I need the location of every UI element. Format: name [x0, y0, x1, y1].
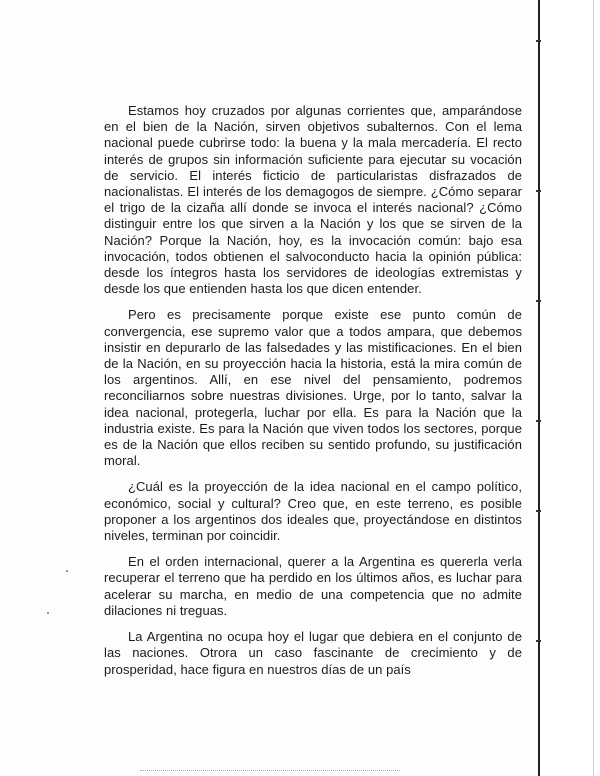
scan-speck	[47, 612, 49, 614]
page-spine-line	[593, 0, 594, 776]
paragraph-1: Estamos hoy cruzados por algunas corrientes que, amparándose en el bien de la Nación, sirven objetivos subalternos. Con el lema nacional puede cubrirse todo: la buena y la mala mercadería. El recto interés de grupos sin información suficiente para ejecutar su vocación de servicio. El interés ficticio de particularistas disfrazados de nacionalistas. El interés de los demagogos de siempre. ¿Cómo separar el trigo de la cizaña allí donde se invoca el interés nacional? ¿Cómo distinguir entre los que sirven a la Nación y los que se sirven de la Nación? Porque la Nación, hoy, es la invocación común: bajo esa invocación, todos obtienen el salvoconducto hacia la opinión pública: desde los íntegros hasta los servidores de ideologías extremistas y desde los que entienden hasta los que dicen entender.	[104, 103, 522, 297]
edge-mark	[536, 420, 541, 422]
paragraph-3: ¿Cuál es la proyección de la idea nacional en el campo político, económico, social y cultural? Creo que, en este terreno, es posible proponer a los argentinos dos ideales que, proyectándose en distintos niveles, terminan por coincidir.	[104, 479, 522, 544]
adjacent-page-edge	[538, 0, 600, 776]
edge-mark	[536, 300, 541, 302]
paragraph-4: En el orden internacional, querer a la Argentina es quererla verla recuperar el terreno que ha perdido en los últimos años, es luchar para acelerar su marcha, en medio de una competencia que no admite dilaciones ni treguas.	[104, 554, 522, 618]
edge-mark	[536, 40, 541, 42]
edge-mark	[536, 190, 541, 192]
scan-speck	[66, 570, 68, 572]
paragraph-5: La Argentina no ocupa hoy el lugar que debiera en el conjunto de las naciones. Otrora un caso fascinante de crecimiento y de prosperidad, hace figura en nuestros días de un país	[104, 629, 522, 677]
scan-bottom-noise	[140, 770, 400, 772]
paragraph-2: Pero es precisamente porque existe ese punto común de convergencia, ese supremo valor que a todos ampara, que debemos insistir en depurarlo de las falsedades y las mistificaciones. En el bien de la Nación, en su proyección hacia la historia, está la mira común de los argentinos. Allí, en ese nivel del pensamiento, podremos reconciliarnos sobre nuestras divisiones. Urge, por lo tanto, salvar la idea nacional, protegerla, luchar por ella. Es para la Nación que la industria existe. Es para la Nación que viven todos los sectores, porque es de la Nación que ellos reciben su sentido profundo, su justificación moral.	[104, 307, 522, 469]
body-text	[104, 103, 522, 688]
edge-mark	[536, 640, 541, 642]
edge-mark	[536, 510, 541, 512]
